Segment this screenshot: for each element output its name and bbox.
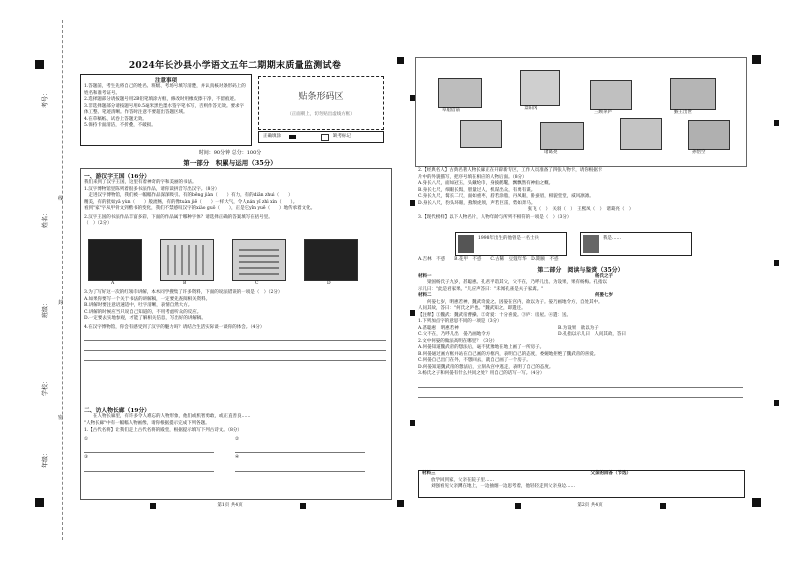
calligraphy-sample-c <box>232 239 286 281</box>
left-column <box>84 171 386 228</box>
person-photo <box>458 235 474 253</box>
rq2b-option: A.何晏知道魏武帝的想法后，毫不犹豫地在地上画了一所房子。 <box>418 345 545 350</box>
normal-fill-label: 正确填涂 <box>263 134 281 139</box>
name-label: 姓名： <box>42 209 49 228</box>
material2-text: 何晏七岁，明惠若神，魏武奇爱之。因晏在宫内，欲以为子。晏乃画地令方，自处其中。 <box>418 299 603 305</box>
building-image <box>460 120 502 148</box>
image-caption: 景阳冈 <box>524 106 538 111</box>
notice-item: 4.在草稿纸、试卷上答题无效。 <box>84 116 147 122</box>
building-image <box>688 120 730 150</box>
section2-title: 二、访人物长廊（19分） <box>84 408 151 414</box>
material2-label: 材料二 <box>418 293 432 298</box>
rq3b-line: 3.杨氏之子和何晏有什么共同之处？用自己的话写一写。（4分） <box>418 371 545 376</box>
illustration-map <box>420 60 740 162</box>
notice-item: 3.非选择题部分请按题号用0.5毫米黑色墨水签字笔书写，否则作答无效。要求字体工整、笔迹清晰。作答时注意不要超出答题区域。 <box>84 103 244 115</box>
building-image <box>540 122 584 150</box>
q1-line: 精美，有的犹如yā yùn（ ）般流畅，有的像tuàn jiē（ ）一样大气，令人nán yǐ zhì xìn（ ）。 <box>84 199 298 205</box>
blank-marker: ① <box>84 436 89 442</box>
side-mark <box>410 200 415 206</box>
notice-box <box>80 74 252 146</box>
barcode-hint: （正面朝上，切勿贴出虚线方框） <box>287 112 355 117</box>
right-column-2 <box>418 257 743 398</box>
rq1-option: A.甚聪惠 明惠若神 <box>418 325 459 331</box>
seal-char: 密 <box>58 415 64 421</box>
q1-line: 看到"家"字从甲骨文到楷书的变化，我们不禁感叹汉字的xiào guǒ（ ），正是它yǐn yuē（ ）地传承着文化。 <box>84 206 316 211</box>
right-column <box>418 168 743 221</box>
material2-text: 人问其故，答曰："何氏之庐也。"魏武知之，即遣还。 <box>418 306 526 311</box>
registration-mark <box>397 500 404 507</box>
image-caption: 草船借箭 <box>442 108 460 113</box>
rq2-option: C.身长九尺，髯长二尺，面如重枣，唇若涂脂，丹凤眼，卧蚕眉，相貌堂堂，威风凛凛。 <box>418 194 594 199</box>
building-image <box>620 118 662 150</box>
right-footer: 第2页 共4页 <box>577 503 603 508</box>
rq3b-answer-line[interactable] <box>418 378 743 388</box>
grade-label: 年级： <box>42 449 49 468</box>
q3-option: C.讲解的时候应当只说自己知道的，不用考虑听众的反应。 <box>84 309 202 315</box>
footer-mark <box>150 503 156 509</box>
q4-answer-line[interactable] <box>84 341 386 351</box>
section2-intro: "人物长廊"中有一幅幅人物画像，请你根据提示完成下列各题。 <box>84 420 210 426</box>
blank-answer[interactable] <box>235 443 365 453</box>
side-mark <box>774 120 779 126</box>
class-label: 班级： <box>42 299 49 318</box>
rq2-option: D.身长八尺，豹头环眼，燕颔虎须，声若巨雷，势如奔马。 <box>418 200 536 206</box>
rq2-names: 张飞（ ） 关羽（ ） 王熙凤（ ） 诸葛亮（ ） <box>527 207 634 212</box>
exam-meta: 时间：90分钟 总分：100分 <box>198 150 262 156</box>
material1-text: 梁国杨氏子九岁，甚聪惠。孔君平诣其父，父不在，乃呼儿出。为设果，果有杨梅。孔指以 <box>418 280 607 285</box>
q1-line: 走进汉字博物馆，我们被一幅幅作品深深吸引。有的bēng jiàn（ ）有力，有的diǎn zhuì（ ） <box>84 193 293 198</box>
section1-intro: 我们来到了汉字王国，这里有着神奇的字和美丽的书法。 <box>84 180 197 185</box>
material3-text: 放学回到家，父亲在院子里…… <box>422 477 494 483</box>
calligraphy-sample-d <box>304 239 358 281</box>
material3-label: 材料三 <box>422 471 436 476</box>
building-image <box>520 70 560 106</box>
rq2b-option: D.何晏知道魏武帝的想法后，立刻从宫中逃走，表明了自己的态度。 <box>418 364 554 370</box>
registration-mark <box>35 498 44 507</box>
q3-option: D.一定要去实地参观，才能了解相关信息，写出好的讲解稿。 <box>84 316 206 321</box>
rq2-option: A.身长八尺，面如冠玉，头戴纶巾，身披鹤氅，飘飘然有神仙之概。 <box>418 181 554 186</box>
rq1-option: B.为设果 欲以为子 <box>558 325 599 331</box>
left-footer: 第1页 共4页 <box>217 503 243 508</box>
q3-option: A.如果你要写一个关于书法的讲解稿，一定要先查阅相关资料。 <box>84 296 211 302</box>
section2-intro: 在人物长廊里，有许多令人难忘的人物形象，他们或机智勇敢，或正直善良…… <box>84 414 251 419</box>
rq3b-answer-line[interactable] <box>418 388 743 398</box>
barcode-area <box>258 76 384 130</box>
person-card <box>580 232 692 256</box>
building-image <box>670 78 716 110</box>
blank-marker: ② <box>235 436 240 442</box>
part2-title: 第二部分 阅读与鉴赏（35分） <box>537 266 624 274</box>
calligraphy-label: C <box>255 281 259 286</box>
notice-item: 5.保持卡面清洁，不折叠，不破损。 <box>84 123 156 128</box>
q3-line: 3.为了写好这一次的红领巾讲解，本木同学搜集了许多资料，下面的说法错误的一项是（ ）（2分） <box>84 290 283 295</box>
blank-marker: ③ <box>84 455 89 460</box>
rq2b-option: C.何晏自己出门在外，不想回去，就自己画了一个房子。 <box>418 358 531 363</box>
blank-answer[interactable] <box>235 462 365 472</box>
building-image <box>438 78 482 108</box>
material1-title: 杨氏之子 <box>595 273 613 279</box>
rq3-line: 3.【现代榜样】以下人物名片，人物年龄与所列不相符的一项是（ ）（3分） <box>418 214 572 220</box>
material2-title: 何晏七岁 <box>595 293 613 298</box>
image-caption: 孙悟空 <box>692 150 706 155</box>
absent-mark-label: 缺考标记 <box>333 134 351 139</box>
rq3-options: A.吉林 不惑 B.花甲 不惑 C.古稀 豆蔻年华 D.期颐 不惑 <box>418 257 559 262</box>
rq2b-line: 2.文中何晏的做法高明在哪里？（3分） <box>418 338 498 344</box>
q4-answer-line[interactable] <box>84 351 386 361</box>
image-caption: 诸葛亮 <box>544 150 558 155</box>
rq2b-option: B.何晏通过画方框并站在自己画的方框内，表明自己的态度，委婉地拒绝了魏武帝的喜爱。 <box>418 351 599 357</box>
fill-legend <box>258 131 384 143</box>
material1-text: 示儿曰："此是君家果。"儿应声答曰："未闻孔雀是夫子家禽。" <box>418 286 544 292</box>
barcode-label: 贴条形码区 <box>298 92 344 102</box>
absent-checkbox[interactable] <box>321 134 329 141</box>
school-label: 学校： <box>42 377 49 396</box>
q2-line: 2.汉字王国的书法作品丰富多彩，下面的作品属于哪种字体？请选择正确的答案填写在括号里。 <box>84 214 273 220</box>
q3-option: B.讲解时要注意语速适中，吐字清晰，表情自然大方。 <box>84 303 193 308</box>
calligraphy-sample-a <box>88 239 142 281</box>
registration-mark <box>752 498 761 507</box>
person-card <box>455 232 567 256</box>
side-mark <box>774 260 779 266</box>
side-mark <box>774 400 779 406</box>
seal-char: 线 <box>58 196 64 202</box>
q1-line: 1.汉字博物馆里陈列着很多书法作品，请你读拼音写出汉字。（8分） <box>84 186 220 192</box>
footer-mark <box>660 503 666 509</box>
footer-mark <box>515 503 521 509</box>
rq1-line: 1.下列加点字的意思不同的一项是（3分） <box>418 319 502 324</box>
q4-line: 4.在汉字博物馆，你会有感受到了汉字的魅力吗？请结合生活实际谈一谈你的体会。（4分） <box>84 324 265 330</box>
material3-text: 刘强看见父亲蹲在地上，一边抽烟一边思考着，他轻轻走到父亲身边…… <box>422 484 575 489</box>
rq2-line: 2.【经典名人】古典名著人物长廊正在开辟新专区，工作人员准备了四张人物卡，请你根据卡 <box>418 168 603 173</box>
fill-sample <box>289 135 296 139</box>
section1-title: 一、游汉字王国（16分） <box>84 174 151 180</box>
blank-answer[interactable] <box>84 462 214 472</box>
calligraphy-label: D <box>327 281 331 286</box>
q4-answer-line[interactable] <box>84 331 386 341</box>
exam-number-label: 考号： <box>42 89 49 108</box>
registration-mark <box>35 60 44 69</box>
notice-item: 1.答题前，考生先将自己的姓名、班级、考场号填写清楚，并认真核对条形码上的姓名和准考证号。 <box>84 84 246 96</box>
binding-line <box>62 20 63 540</box>
exam-title: 2024年长沙县小学语文五年二期期末质量监测试卷 <box>128 61 342 71</box>
rq2-option: B.身长七尺，细眼长髯，胆量过人，机谋出众，有勇有谋。 <box>418 187 536 193</box>
person-photo <box>583 235 599 253</box>
notice-title: 注意事项 <box>154 78 177 84</box>
calligraphy-sample-b <box>160 239 214 281</box>
registration-mark <box>752 55 761 64</box>
registration-mark <box>397 57 404 64</box>
building-image <box>590 80 632 110</box>
image-caption: 三顾茅庐 <box>594 110 612 115</box>
blank-answer[interactable] <box>84 443 214 453</box>
side-mark <box>410 420 415 426</box>
calligraphy-label: B <box>183 281 187 286</box>
rq2-line: 片中的外貌描写，把序号填在相应的人物后面。（8分） <box>418 174 527 180</box>
person-card-text: 1998年出生的他曾是一名士兵 <box>478 236 539 241</box>
q1b-line: 1.【古代名将】让我们走上古代名将的殿堂，根据提示填写下列古诗文。（8分） <box>84 428 242 433</box>
material3-title: 父亲的回答（节选） <box>590 471 631 476</box>
material3-box <box>418 470 745 498</box>
calligraphy-label: A <box>111 281 115 286</box>
rq1-option: D.孔指以示儿曰 人问其故，答曰 <box>558 332 626 337</box>
left-column-2 <box>84 290 386 361</box>
footer-mark <box>300 503 306 509</box>
blank-marker: ④ <box>235 455 240 460</box>
left-column-3 <box>84 405 386 472</box>
rq1-option: C.父不在，乃呼儿出 晏乃画地令方 <box>418 332 491 337</box>
part1-title: 第一部分 积累与运用（35分） <box>183 159 277 167</box>
side-mark <box>410 310 415 316</box>
image-caption: 猴王出世 <box>674 110 692 115</box>
q2-line: （ ）（2分） <box>84 221 112 226</box>
notice-item: 2.选择题部分请按题号用2B铅笔填涂方框，修改时用橡皮擦干净，不留痕迹。 <box>84 97 239 102</box>
seal-char: 封 <box>58 300 64 306</box>
annotation-note: 【注释】①魏武：魏武帝曹操。②奇爱：十分喜爱。③庐：房屋。④遣：送。 <box>418 312 571 318</box>
person-card-text: 我是…… <box>603 236 621 241</box>
material1-label: 材料一 <box>418 273 432 279</box>
